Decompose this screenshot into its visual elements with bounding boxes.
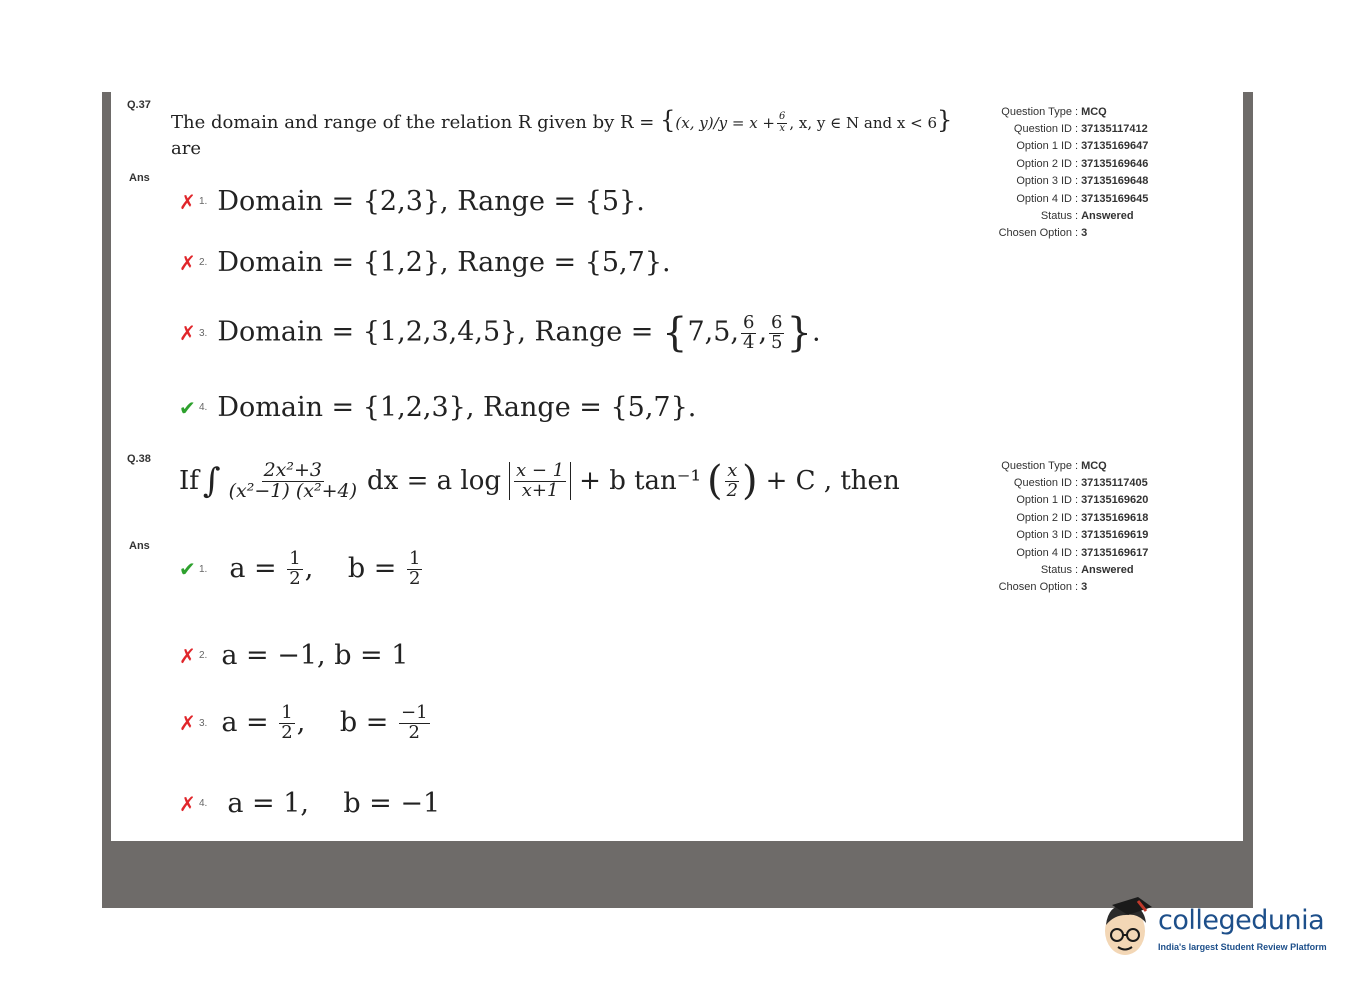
option-text-prefix: Domain = {1,2,3,4,5}, Range =: [217, 316, 654, 348]
wrong-mark-icon: ✗: [179, 321, 196, 345]
meta-value: 37135117412: [1081, 123, 1148, 136]
option-text: a = −1, b = 1: [221, 640, 409, 671]
meta-key: Question Type: [1001, 105, 1072, 118]
option-text: Domain = {1,2,3}, Range = {5,7}.: [217, 392, 697, 423]
meta-key: Option 4 ID: [1016, 192, 1072, 205]
integral-sign: ∫: [202, 461, 221, 501]
b-label: b =: [339, 706, 389, 738]
wrong-mark-icon: ✗: [179, 189, 196, 214]
frac-num: 6: [779, 111, 786, 122]
frac-num: 1: [289, 548, 301, 569]
meta-key: Question Type: [1001, 459, 1072, 472]
option-number: 2.: [199, 650, 208, 661]
option-1[interactable]: [179, 550, 424, 589]
meta-row: Status : Answered: [975, 207, 1148, 224]
meta-value: 37135169617: [1081, 546, 1149, 559]
option-2[interactable]: [179, 640, 408, 671]
meta-row: Status : Answered: [975, 561, 1148, 578]
period: .: [811, 316, 821, 348]
meta-value: 37135169618: [1081, 511, 1149, 524]
meta-key: Question ID: [1013, 123, 1072, 136]
meta-value: 37135169646: [1081, 157, 1149, 170]
if-word: If: [179, 466, 199, 496]
meta-value: Answered: [1081, 210, 1134, 223]
question-meta-q38: [975, 457, 1148, 596]
option-text: [221, 704, 431, 743]
separator: ,: [296, 706, 306, 738]
abs-value: [509, 459, 571, 501]
frac-den: 2: [281, 721, 293, 743]
separator: ,: [304, 552, 314, 584]
set-close-brace: }: [937, 106, 953, 134]
meta-value: Answered: [1081, 564, 1134, 577]
question-text-line2: are: [171, 138, 201, 159]
option-number: 2.: [199, 257, 208, 268]
b-label: b =: [347, 552, 397, 584]
collegedunia-logo[interactable]: [1098, 895, 1328, 965]
meta-row: Option 4 ID : 37135169617: [975, 544, 1148, 561]
wrong-mark-icon: ✗: [179, 250, 196, 275]
set-open-brace: {: [662, 310, 688, 356]
set-close-brace: }: [786, 310, 812, 356]
frac-num: 6: [771, 311, 783, 333]
question-number: Q.38: [127, 453, 151, 465]
option-text: [229, 550, 424, 589]
question-text: [171, 106, 952, 134]
option-3[interactable]: [179, 704, 432, 743]
check-mark-icon: ✔: [179, 557, 196, 582]
question-prefix: The domain and range of the relation R given by R =: [171, 112, 655, 133]
option-2[interactable]: [179, 247, 671, 278]
wrong-mark-icon: ✗: [179, 791, 196, 816]
meta-value: MCQ: [1081, 105, 1107, 118]
meta-row: Question ID : 37135117405: [975, 474, 1148, 491]
meta-key: Status: [1040, 564, 1072, 577]
paren-den: 2: [726, 479, 739, 501]
meta-key: Option 2 ID: [1016, 157, 1072, 170]
meta-key: Option 1 ID: [1016, 140, 1072, 153]
frac-num: 6: [742, 311, 755, 333]
check-mark-icon: ✔: [179, 395, 196, 420]
option-number: 1.: [199, 196, 208, 207]
option-3[interactable]: [179, 310, 821, 356]
integrand-num: 2x²+3: [263, 458, 323, 481]
question-number: Q.37: [127, 99, 151, 111]
wrong-mark-icon: ✗: [179, 711, 196, 736]
option-number: 1.: [199, 563, 208, 575]
meta-row: Option 2 ID : 37135169646: [975, 155, 1148, 172]
meta-value: 3: [1081, 227, 1088, 240]
mid-text: dx = a log: [367, 466, 501, 496]
mascot-icon: [1098, 895, 1156, 965]
frac-den: 2: [289, 567, 301, 589]
meta-key: Option 1 ID: [1016, 494, 1072, 507]
meta-row: Option 3 ID : 37135169648: [975, 173, 1148, 190]
meta-row: Option 1 ID : 37135169647: [975, 138, 1148, 155]
meta-row: Option 4 ID : 37135169645: [975, 190, 1148, 207]
paren-num: x: [727, 459, 738, 481]
meta-value: 37135169619: [1081, 529, 1149, 542]
frac-den: 2: [408, 721, 420, 743]
abs-den: x+1: [521, 479, 559, 501]
brand-name: collegedunia: [1158, 905, 1325, 936]
ans-label: Ans: [129, 540, 150, 552]
meta-row: Option 2 ID : 37135169618: [975, 509, 1148, 526]
option-text: Domain = {1,2}, Range = {5,7}.: [217, 247, 671, 278]
frac-den: 4: [742, 331, 755, 353]
frac-num: −1: [400, 702, 428, 723]
meta-value: 37135169620: [1081, 494, 1149, 507]
meta-row: Chosen Option : 3: [975, 225, 1148, 242]
set-open-brace: {: [660, 106, 676, 134]
frac-num: 1: [281, 702, 293, 723]
option-text: a = 1, b = −1: [227, 788, 441, 819]
question-meta-q37: [975, 103, 1148, 242]
tan-part: + b tan⁻¹: [579, 466, 701, 496]
set-part2: , x, y ∈ N and x < 6: [789, 114, 937, 132]
meta-key: Question ID: [1013, 477, 1072, 490]
meta-key: Chosen Option: [998, 227, 1072, 240]
meta-value: 37135117405: [1081, 477, 1148, 490]
meta-key: Option 2 ID: [1016, 511, 1072, 524]
frac-den: x: [779, 122, 785, 134]
frac-num: 1: [408, 548, 421, 569]
ans-label: Ans: [129, 172, 150, 184]
meta-key: Option 3 ID: [1016, 175, 1072, 188]
meta-value: MCQ: [1081, 459, 1107, 472]
meta-key: Chosen Option: [998, 581, 1072, 594]
meta-value: 37135169648: [1081, 175, 1149, 188]
option-1[interactable]: [179, 186, 645, 217]
integrand-den: (x²−1) (x²+4): [228, 479, 357, 502]
option-text: Domain = {2,3}, Range = {5}.: [217, 186, 645, 217]
meta-row: Chosen Option : 3: [975, 579, 1148, 596]
meta-row: Question ID : 37135117412: [975, 120, 1148, 137]
question-text: If ∫ $\frac{\text{2x²+3}}{\text{(x²−1) (x²+4)}}$ dx = a log $\frac{x - 1}{x+1}$ + b tan⁻¹ ( $\frac{x}{2}$ ) + C , then: [179, 458, 900, 504]
meta-value: 37135169647: [1081, 140, 1149, 153]
a-label: a =: [221, 706, 269, 738]
frac-den: 2: [408, 567, 421, 589]
meta-value: 37135169645: [1081, 192, 1149, 205]
frac-den: 5: [771, 331, 783, 353]
comma: ,: [758, 316, 768, 348]
set-body: 7,5,: [687, 316, 739, 348]
meta-value: 3: [1081, 581, 1088, 594]
option-4[interactable]: [179, 788, 440, 819]
option-number: 3.: [199, 327, 208, 339]
abs-num: x − 1: [516, 459, 565, 481]
option-number: 4.: [199, 798, 208, 809]
meta-row: Question Type : MCQ: [975, 103, 1148, 120]
meta-key: Option 4 ID: [1016, 546, 1072, 559]
meta-key: Option 3 ID: [1016, 529, 1072, 542]
meta-row: Question Type : MCQ: [975, 457, 1148, 474]
brand-tagline: India's largest Student Review Platform: [1158, 942, 1327, 952]
option-number: 4.: [199, 402, 208, 413]
set-part1: (x, y)/y = x +: [675, 114, 775, 132]
meta-key: Status: [1040, 210, 1072, 223]
meta-row: Option 3 ID : 37135169619: [975, 527, 1148, 544]
meta-row: Option 1 ID : 37135169620: [975, 492, 1148, 509]
wrong-mark-icon: ✗: [179, 643, 196, 668]
question-end: + C , then: [765, 466, 900, 496]
option-text: [217, 310, 820, 356]
option-4[interactable]: [179, 392, 696, 423]
option-number: 3.: [199, 717, 208, 729]
a-label: a =: [229, 552, 277, 584]
